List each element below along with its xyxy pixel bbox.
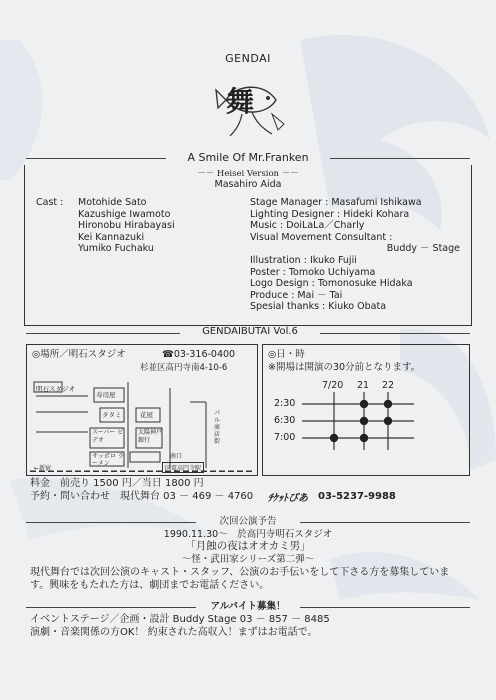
- staff-line: Visual Movement Consultant :: [250, 231, 393, 243]
- map-studio: 明石スタジオ: [36, 385, 75, 393]
- schedule-time: 7:00: [274, 432, 296, 443]
- staff-line: Stage Manager : Masafumi Ishikawa: [250, 197, 422, 208]
- schedule-note: ※開場は開演の30分前となります。: [268, 362, 421, 373]
- performance-dot: [384, 400, 392, 408]
- next-header: 次回公演予告: [219, 516, 277, 527]
- pia-tel: 03-5237-9988: [318, 491, 396, 502]
- volume-divider-left: [26, 333, 180, 334]
- staff-line: Music : DoiLaLa／Charly: [250, 220, 365, 232]
- schedule-time: 2:30: [274, 398, 296, 409]
- map-hanaya: 花屋: [140, 411, 153, 419]
- cast-label: Cast :: [36, 197, 64, 208]
- staff-line: Buddy － Stage: [386, 243, 460, 255]
- map-tatami: タタミ: [102, 411, 122, 419]
- staff-list: [250, 197, 462, 313]
- brand-text: GENDAI: [225, 52, 271, 65]
- schedule-time: 6:30: [274, 415, 296, 426]
- map-shop: 寿司屋: [96, 391, 116, 399]
- next-body: 現代舞台では次回公演のキャスト・スタッフ、公演のお手伝いをして下さる方を募集しています。興味をもたれた方は、劇団までお電話ください。: [30, 567, 450, 591]
- venue-tel: ☎03-316-0400: [162, 349, 236, 360]
- play-author: Masahiro Aida: [214, 179, 282, 190]
- map-bank: 太陽神戸 銀行: [138, 429, 163, 444]
- logo-kanji: 舞: [226, 85, 255, 118]
- staff-line: Spesial thanks : Kiuko Obata: [250, 301, 387, 313]
- schedule-label: ◎日・時: [268, 349, 305, 360]
- venue-address: 杉並区高円寺南4-10-6: [140, 363, 228, 373]
- map-station: 国電高円寺駅: [162, 462, 204, 473]
- volume-label: GENDAIBUTAI Vol.6: [202, 326, 298, 337]
- divider-left: [26, 158, 166, 159]
- play-title: A Smile Of Mr.Franken: [187, 151, 309, 164]
- next-divider-left: [26, 522, 196, 523]
- pia-logo: ﾁｹｯﾄぴあ: [268, 493, 308, 504]
- staff-line: Poster : Tomoko Uchiyama: [250, 266, 376, 278]
- performance-dot: [360, 400, 368, 408]
- next-subtitle: ～怪・武田家シリーズ第二弾～: [181, 554, 315, 565]
- schedule-grid: [298, 392, 418, 452]
- staff-line: Illustration : Ikuko Fujii: [250, 254, 357, 266]
- schedule-date: 7/20: [322, 380, 344, 391]
- map-super: スーパー ビデオ: [92, 429, 124, 444]
- schedule-date: 22: [382, 380, 395, 391]
- job-line1: イベントステージ／企画・設計 Buddy Stage 03 － 857 － 8485: [30, 614, 330, 625]
- logo: [212, 74, 292, 144]
- next-date: 1990.11.30～ 於高円寺明石スタジオ: [163, 529, 333, 540]
- cast-member: Kazushige Iwamoto: [78, 208, 171, 220]
- cast-member: Motohide Sato: [78, 197, 147, 208]
- job-divider-right: [300, 607, 470, 608]
- job-divider-left: [26, 607, 196, 608]
- performance-dot: [360, 434, 368, 442]
- cast-list: [78, 197, 175, 255]
- cast-member: Yumiko Fuchaku: [78, 243, 154, 255]
- next-title: 「月蝕の夜はオオカミ男」: [185, 540, 311, 552]
- staff-line: Produce : Mai － Tai: [250, 289, 343, 301]
- job-header: アルバイト募集！: [210, 601, 286, 612]
- staff-line: Lighting Designer : Hideki Kohara: [250, 208, 410, 220]
- next-divider-right: [300, 522, 470, 523]
- map-south-exit: 南口: [170, 453, 183, 460]
- map-shinjuku: ←新宿: [34, 465, 52, 472]
- map-sapporo: サッポロ ラーメン: [92, 453, 124, 467]
- job-line2: 演劇・音楽関係の方OK！ 約束された高収入！まずはお電話で。: [30, 627, 318, 638]
- divider-right: [330, 158, 470, 159]
- schedule-date: 21: [357, 380, 370, 391]
- staff-line: Logo Design : Tomonosuke Hidaka: [250, 278, 413, 290]
- play-version: －－ Heisei Version －－: [197, 169, 299, 179]
- performance-dot: [330, 434, 338, 442]
- ticket-price: 料金 前売り 1500 円／当日 1800 円: [30, 478, 204, 489]
- performance-dot: [384, 417, 392, 425]
- ticket-reservation: 予約・問い合わせ 現代舞台 03 － 469 － 4760: [30, 491, 254, 502]
- cast-member: Kei Kannazuki: [78, 231, 145, 243]
- cast-member: Hironobu Hirabayasi: [78, 220, 175, 232]
- venue-label: ◎場所／明石スタジオ: [32, 349, 126, 360]
- volume-divider-right: [320, 333, 470, 334]
- map-street: パル商店街: [214, 410, 221, 445]
- performance-dot: [360, 417, 368, 425]
